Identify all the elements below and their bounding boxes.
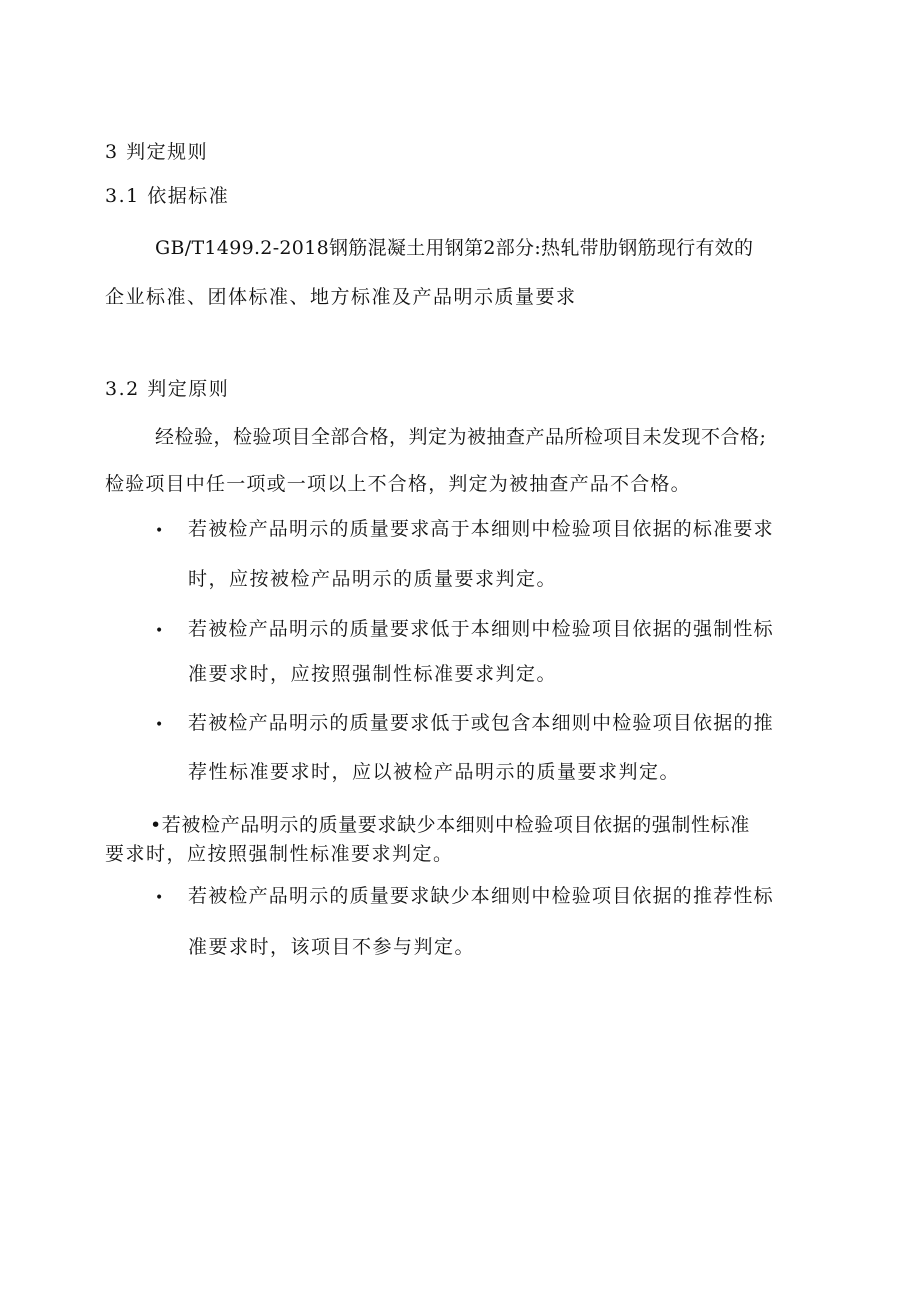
bullet-marker: • [155,523,164,539]
section-3-2-para-line-2: 检验项目中任一项或一项以上不合格，判定为被抽查产品不合格。 [105,473,691,495]
section-3-2-para-line-1: 经检验，检验项目全部合格，判定为被抽查产品所检项目未发现不合格; [155,426,767,448]
bullet-3-line-2: 荐性标准要求时，应以被检产品明示的质量要求判定。 [188,761,681,783]
bullet-marker: • [155,717,164,733]
bullet-2-line-2: 准要求时，应按照强制性标准要求判定。 [188,663,558,685]
bullet-marker: • [155,890,164,906]
section-3-1-para-line-1: GB/T1499.2-2018钢筋混凝土用钢第2部分:热轧带肋钢筋现行有效的 [155,237,754,259]
section-3-1-heading: 3.1 依据标准 [105,185,230,207]
bullet-1-line-2: 时，应按被检产品明示的质量要求判定。 [188,568,558,590]
bullet-4-line-2: 要求时，应按照强制性标准要求判定。 [105,843,454,865]
bullet-2-line-1: 若被检产品明示的质量要求低于本细则中检验项目依据的强制性标 [188,618,774,640]
bullet-5-line-2: 准要求时，该项目不参与判定。 [188,936,476,958]
bullet-marker: • [155,623,164,639]
section-title: 3 判定规则 [105,141,209,163]
section-3-2-heading: 3.2 判定原则 [105,378,230,400]
bullet-3-line-1: 若被检产品明示的质量要求低于或包含本细则中检验项目依据的推 [188,712,774,734]
bullet-5-line-1: 若被检产品明示的质量要求缺少本细则中检验项目依据的推荐性标 [188,885,774,907]
section-3-1-para-line-2: 企业标准、团体标准、地方标准及产品明示质量要求 [105,286,577,308]
bullet-4-line-1: •若被检产品明示的质量要求缺少本细则中检验项目依据的强制性标准 [150,814,750,836]
bullet-1-line-1: 若被检产品明示的质量要求高于本细则中检验项目依据的标准要求 [188,518,774,540]
